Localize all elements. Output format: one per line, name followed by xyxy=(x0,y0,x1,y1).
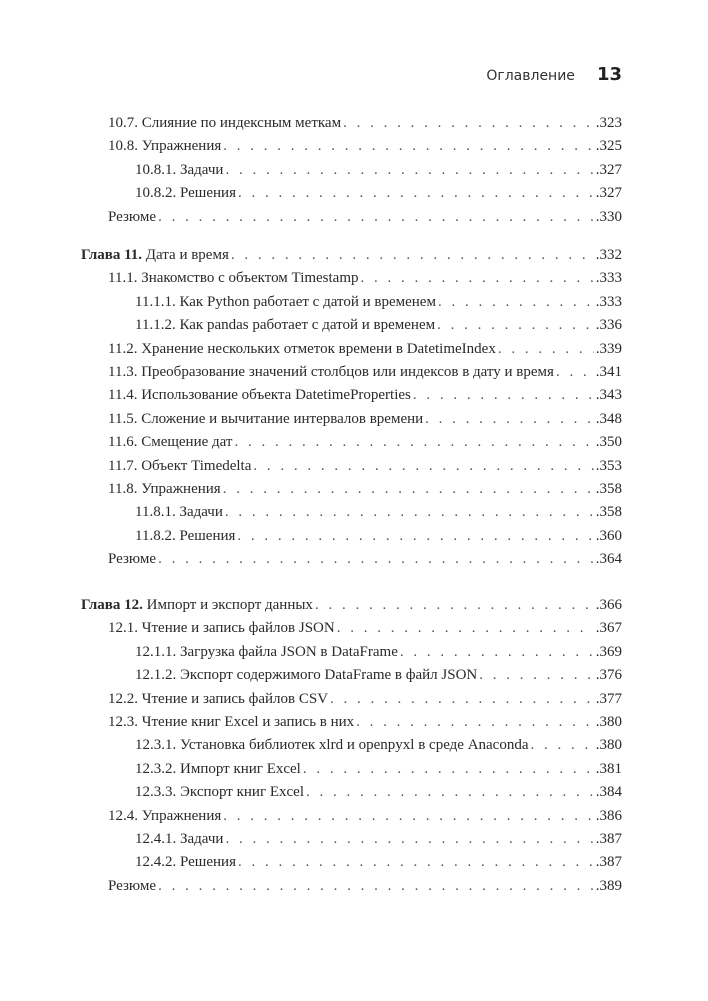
running-header-title: Оглавление xyxy=(486,68,575,84)
toc-entry[interactable] xyxy=(81,851,622,874)
toc-entry-label: 11.8.1. Задачи xyxy=(135,504,223,521)
dot-leader xyxy=(315,594,594,617)
toc-entry-page: .325 xyxy=(595,138,622,155)
dot-leader xyxy=(158,206,594,229)
toc-entry[interactable] xyxy=(81,594,622,617)
toc-entry-title xyxy=(108,875,156,898)
toc-entry-label: 11.1. Знакомство с объектом Timestamp xyxy=(108,270,359,287)
toc-entry-page: .380 xyxy=(595,737,622,754)
dot-leader xyxy=(413,384,594,407)
toc-entry-label: 10.8.2. Решения xyxy=(135,185,236,202)
toc-entry-page: .323 xyxy=(595,115,622,131)
toc-entry-title xyxy=(108,431,232,454)
toc-entry-page: .364 xyxy=(595,551,622,568)
dot-leader xyxy=(330,688,594,711)
dot-leader xyxy=(231,244,594,267)
toc-entry-page: .358 xyxy=(595,504,622,521)
toc-entry-label: 11.7. Объект Timedelta xyxy=(108,457,252,474)
toc-entry[interactable] xyxy=(81,641,622,664)
toc-entry[interactable] xyxy=(81,314,622,337)
toc-entry-title xyxy=(81,594,313,617)
toc-entry-label: 12.4.2. Решения xyxy=(135,854,236,871)
toc-entry[interactable] xyxy=(81,525,622,548)
page-number: 13 xyxy=(596,64,622,85)
toc-entry-title xyxy=(135,501,223,524)
toc-entry-title xyxy=(108,455,251,478)
dot-leader xyxy=(400,641,594,664)
dot-leader xyxy=(223,135,594,158)
toc-entry-title xyxy=(108,267,359,290)
toc-entry-label: 12.3.2. Импорт книг Excel xyxy=(135,760,301,777)
toc-entry[interactable] xyxy=(81,805,622,828)
toc-entry[interactable] xyxy=(81,112,622,135)
toc-entry-page: .333 xyxy=(595,293,622,310)
toc-entry-page: .377 xyxy=(595,690,622,707)
toc-entry[interactable] xyxy=(81,501,622,524)
toc-entry-title xyxy=(135,182,236,205)
toc-entry-page: .376 xyxy=(595,667,622,684)
toc-entry-page: .387 xyxy=(595,830,622,847)
toc-entry[interactable] xyxy=(81,828,622,851)
toc-entry-label: 11.5. Сложение и вычитание интервалов времени xyxy=(108,410,424,427)
dot-leader xyxy=(306,781,594,804)
toc-entry[interactable] xyxy=(81,408,622,431)
toc-entry-label: Импорт и экспорт данных xyxy=(142,597,313,613)
toc-entry[interactable] xyxy=(81,135,622,158)
toc-entry-page: .386 xyxy=(595,807,622,824)
toc-entry[interactable] xyxy=(81,267,622,290)
dot-leader xyxy=(225,828,593,851)
toc-entry-label: 10.8.1. Задачи xyxy=(135,161,224,178)
toc-entry-page: .350 xyxy=(595,434,622,451)
toc-entry-label: 11.8.2. Решения xyxy=(135,527,236,544)
toc-entry-title xyxy=(135,159,223,182)
toc-entry[interactable] xyxy=(81,688,622,711)
dot-leader xyxy=(223,478,594,501)
dot-leader xyxy=(556,361,594,384)
toc-entry-label: 11.3. Преобразование значений столбцов или индексов в дату и время xyxy=(108,363,554,380)
toc-entry-page: .333 xyxy=(595,270,622,287)
toc-entry-page: .327 xyxy=(595,161,622,178)
toc-entry-title xyxy=(108,617,335,640)
toc-entry[interactable] xyxy=(81,384,622,407)
toc-entry-label: 12.1.2. Экспорт содержимого DataFrame в файл JSON xyxy=(135,667,478,684)
dot-leader xyxy=(303,758,594,781)
toc-section-chapter-10-end xyxy=(81,112,622,229)
toc-entry[interactable] xyxy=(81,291,622,314)
toc-entry-label: 10.7. Слияние по индексным меткам xyxy=(108,115,342,131)
dot-leader xyxy=(438,291,594,314)
toc-entry-page: .339 xyxy=(595,340,622,357)
chapter-prefix: Глава 11. xyxy=(81,247,143,263)
toc-entry-page: .366 xyxy=(595,597,622,613)
toc-entry-title xyxy=(135,758,301,781)
dot-leader xyxy=(425,408,594,431)
toc-entry-title xyxy=(135,641,398,664)
toc-entry-label: 12.3.1. Установка библиотек xlrd и openpyxl в среде Anaconda xyxy=(135,737,529,754)
dot-leader xyxy=(234,431,593,454)
toc-entry-title xyxy=(135,525,235,548)
toc-entry-label: 11.6. Смещение дат xyxy=(108,434,233,451)
toc-entry-label: 10.8. Упражнения xyxy=(108,138,222,155)
toc-entry-title xyxy=(108,408,423,431)
toc-entry-label: 11.8. Упражнения xyxy=(108,480,221,497)
dot-leader xyxy=(498,338,594,361)
toc-entry-page: .336 xyxy=(595,317,622,334)
toc-entry-page: .384 xyxy=(595,784,622,801)
toc-entry[interactable] xyxy=(81,781,622,804)
dot-leader xyxy=(238,182,594,205)
toc-entry-label: 12.1.1. Загрузка файла JSON в DataFrame xyxy=(135,643,398,660)
dot-leader xyxy=(361,267,594,290)
toc-entry-title xyxy=(135,664,477,687)
toc-entry[interactable] xyxy=(81,664,622,687)
toc-entry-title xyxy=(108,135,221,158)
toc-entry-page: .343 xyxy=(595,387,622,404)
toc-entry-title xyxy=(108,338,496,361)
toc-entry[interactable] xyxy=(81,244,622,267)
toc-entry-page: .367 xyxy=(595,620,622,637)
toc-entry[interactable] xyxy=(81,617,622,640)
toc-entry-title xyxy=(135,851,236,874)
toc-entry-label: 12.1. Чтение и запись файлов JSON xyxy=(108,620,335,637)
dot-leader xyxy=(225,501,594,524)
chapter-prefix: Глава 12. xyxy=(81,597,143,613)
toc-entry-title xyxy=(135,734,529,757)
toc-entry-page: .369 xyxy=(595,643,622,660)
toc-entry-page: .341 xyxy=(595,363,622,380)
toc-entry[interactable] xyxy=(81,478,622,501)
toc-entry-page: .380 xyxy=(595,713,622,730)
toc-entry-label: 12.3.3. Экспорт книг Excel xyxy=(135,784,304,801)
toc-entry[interactable] xyxy=(81,431,622,454)
toc-entry-page: .327 xyxy=(595,185,622,202)
toc-entry-label: 12.4.1. Задачи xyxy=(135,830,224,847)
dot-leader xyxy=(238,851,594,874)
toc-entry-title xyxy=(135,314,435,337)
toc-entry-title xyxy=(108,711,354,734)
dot-leader xyxy=(225,159,593,182)
toc-entry-title xyxy=(108,206,156,229)
toc-entry-title xyxy=(135,291,436,314)
toc-section-chapter-12 xyxy=(81,594,622,898)
toc-entry[interactable] xyxy=(81,159,622,182)
toc-entry-label: Дата и время xyxy=(142,247,229,263)
toc-entry-title xyxy=(108,548,156,571)
toc-entry[interactable] xyxy=(81,361,622,384)
toc-entry-page: .353 xyxy=(595,457,622,474)
toc-entry-title xyxy=(108,478,221,501)
toc-entry-label: 11.2. Хранение нескольких отметок времени в DatetimeIndex xyxy=(108,340,496,357)
dot-leader xyxy=(253,455,593,478)
toc-entry[interactable] xyxy=(81,711,622,734)
toc-entry-title xyxy=(108,112,341,135)
toc-entry-page: .387 xyxy=(595,854,622,871)
toc-entry-label: Резюме xyxy=(108,208,157,225)
dot-leader xyxy=(158,875,594,898)
toc-section-chapter-11 xyxy=(81,244,622,571)
dot-leader xyxy=(531,734,594,757)
running-header xyxy=(486,64,622,85)
toc-entry[interactable] xyxy=(81,206,622,229)
toc-entry-label: 12.2. Чтение и запись файлов CSV xyxy=(108,690,329,707)
toc-entry-label: Резюме xyxy=(108,877,157,894)
dot-leader xyxy=(437,314,594,337)
toc-entry-page: .381 xyxy=(595,760,622,777)
toc-entry[interactable] xyxy=(81,758,622,781)
toc-entry-label: 11.4. Использование объекта DatetimeProperties xyxy=(108,387,411,404)
toc-entry-label: 12.3. Чтение книг Excel и запись в них xyxy=(108,713,355,730)
dot-leader xyxy=(343,112,594,135)
dot-leader xyxy=(356,711,594,734)
toc-entry-page: .358 xyxy=(595,480,622,497)
dot-leader xyxy=(337,617,594,640)
toc-entry-title xyxy=(108,361,554,384)
toc-entry-title xyxy=(108,688,328,711)
toc-entry[interactable] xyxy=(81,338,622,361)
dot-leader xyxy=(479,664,594,687)
toc-entry-title xyxy=(135,828,223,851)
toc-entry[interactable] xyxy=(81,182,622,205)
toc-entry[interactable] xyxy=(81,455,622,478)
toc-entry-page: .332 xyxy=(595,247,622,263)
toc-entry-page: .330 xyxy=(595,208,622,225)
toc-entry[interactable] xyxy=(81,734,622,757)
toc-entry-title xyxy=(135,781,304,804)
toc-entry-title xyxy=(108,805,221,828)
dot-leader xyxy=(237,525,593,548)
toc-entry-label: 12.4. Упражнения xyxy=(108,807,222,824)
toc-entry-page: .348 xyxy=(595,410,622,427)
toc-entry-title xyxy=(81,244,229,267)
toc-entry[interactable] xyxy=(81,548,622,571)
toc-entry-label: 11.1.2. Как pandas работает с датой и временем xyxy=(135,317,436,334)
dot-leader xyxy=(223,805,594,828)
toc-entry-label: Резюме xyxy=(108,551,157,568)
toc-entry-page: .360 xyxy=(595,527,622,544)
toc-entry-page: .389 xyxy=(595,877,622,894)
toc-entry-label: 11.1.1. Как Python работает с датой и временем xyxy=(135,293,436,310)
toc-entry-title xyxy=(108,384,411,407)
toc-entry[interactable] xyxy=(81,875,622,898)
dot-leader xyxy=(158,548,594,571)
